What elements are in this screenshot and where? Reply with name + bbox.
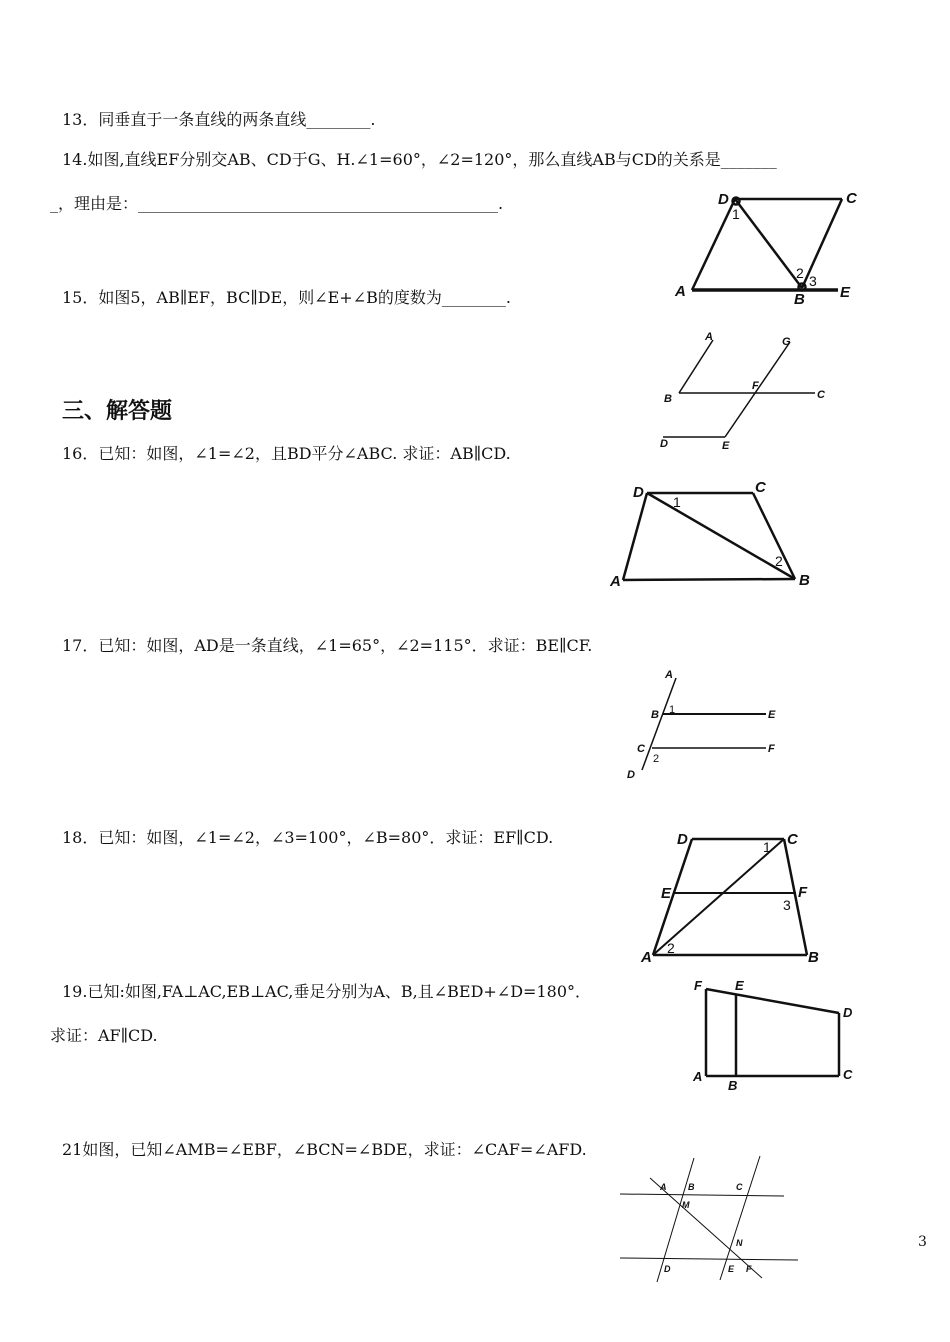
label-A: A (705, 331, 713, 343)
angle-2-label: 2 (775, 553, 783, 569)
label-A: A (665, 669, 673, 681)
angle-1-label: 1 (673, 494, 681, 510)
angle-1-label: 1 (763, 839, 771, 855)
label-A: A (641, 949, 652, 966)
label-E: E (735, 978, 744, 993)
angle-3-label: 3 (809, 273, 817, 289)
label-B: B (808, 949, 819, 966)
figure-q15 (655, 330, 840, 455)
angle-1-label: 1 (732, 206, 740, 222)
question-16: 16．已知：如图，∠1=∠2，且BD平分∠ABC. 求证：AB∥CD. (62, 444, 511, 463)
label-D: D (660, 438, 668, 450)
label-F: F (752, 380, 759, 392)
figure-q14 (670, 185, 870, 310)
label-D: D (718, 191, 729, 208)
page-number: 3 (918, 1234, 927, 1250)
label-D: D (677, 831, 688, 848)
label-D: D (627, 769, 635, 781)
label-A: A (610, 573, 621, 590)
label-B: B (688, 1182, 695, 1192)
label-E: E (722, 440, 730, 452)
angle-2-label: 2 (653, 753, 660, 765)
label-E: E (728, 1264, 735, 1274)
question-14-line1: 14.如图,直线EF分别交AB、CD于G、H.∠1=60°，∠2=120°，那么直线AB与CD的关系是_______ (62, 150, 777, 169)
label-E: E (840, 284, 851, 301)
label-D: D (843, 1005, 853, 1020)
question-13: 13．同垂直于一条直线的两条直线________. (62, 110, 376, 129)
label-B: B (799, 572, 810, 589)
angle-1-label: 1 (669, 704, 676, 716)
question-21: 21如图，已知∠AMB=∠EBF，∠BCN=∠BDE，求证：∠CAF=∠AFD. (62, 1140, 587, 1159)
label-F: F (694, 978, 702, 993)
question-15: 15．如图5，AB∥EF，BC∥DE，则∠E+∠B的度数为________. (62, 288, 511, 307)
question-18: 18．已知：如图，∠1=∠2，∠3=100°，∠B=80°．求证：EF∥CD. (62, 828, 554, 847)
angle-2-label: 2 (796, 265, 804, 281)
label-C: C (817, 389, 825, 401)
label-F: F (768, 743, 775, 755)
question-14-line2: _，理由是：_____________________________________________. (50, 194, 504, 213)
figure-q21 (612, 1150, 812, 1290)
question-19-line1: 19.已知:如图,FA⊥AC,EB⊥AC,垂足分别为A、B,且∠BED+∠D=180°． (62, 982, 592, 1001)
label-A: A (675, 283, 686, 300)
label-F: F (798, 884, 808, 901)
label-M: M (682, 1200, 690, 1210)
label-C: C (755, 479, 766, 496)
question-17: 17．已知：如图，AD是一条直线，∠1=65°，∠2=115°．求证：BE∥CF. (62, 636, 593, 655)
label-B: B (794, 291, 805, 308)
label-C: C (736, 1182, 743, 1192)
label-B: B (728, 1078, 738, 1093)
label-C: C (787, 831, 798, 848)
label-E: E (661, 885, 672, 902)
figure-q19 (690, 978, 865, 1093)
label-N: N (736, 1238, 743, 1248)
angle-2-label: 2 (667, 940, 675, 956)
label-A: A (660, 1182, 667, 1192)
figure-q18 (635, 822, 825, 967)
label-C: C (843, 1067, 853, 1082)
label-D: D (633, 484, 644, 501)
label-A: A (693, 1069, 703, 1084)
angle-3-label: 3 (783, 897, 791, 913)
label-D: D (664, 1264, 671, 1274)
label-E: E (768, 709, 776, 721)
figure-q17 (620, 668, 790, 783)
label-F: F (746, 1264, 752, 1274)
label-G: G (782, 336, 791, 348)
question-19-line2: 求证：AF∥CD. (50, 1026, 158, 1045)
label-C: C (846, 190, 857, 207)
section-heading: 三、解答题 (62, 398, 173, 424)
label-C: C (637, 743, 645, 755)
label-B: B (664, 393, 672, 405)
figure-q16 (605, 478, 815, 593)
label-B: B (651, 709, 659, 721)
